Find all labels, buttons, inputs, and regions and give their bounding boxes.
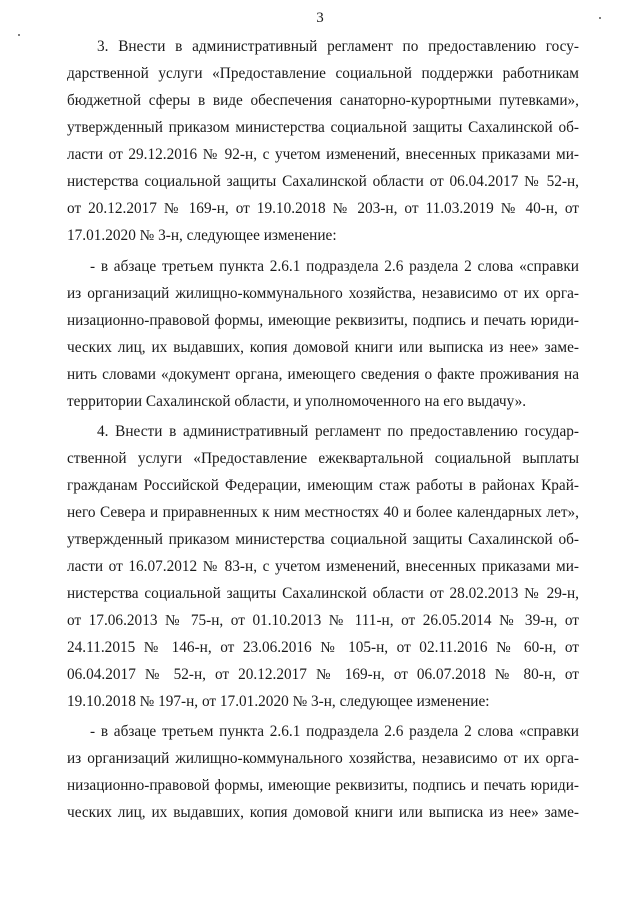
- text-line: 4. Внести в административный регламент по предоставлению государ-: [97, 423, 579, 440]
- text-line: - в абзаце третьем пункта 2.6.1 подраздела 2.6 раздела 2 слова «справки: [90, 723, 579, 740]
- text-line: 19.10.2018 № 197-н, от 17.01.2020 № 3-н, следующее изменение:: [67, 693, 490, 710]
- text-line: дарственной услуги «Предоставление социальной поддержки работникам: [67, 65, 579, 82]
- text-line: низационно-правовой формы, имеющие реквизиты, подпись и печать юриди-: [67, 777, 579, 794]
- text-line: - в абзаце третьем пункта 2.6.1 подраздела 2.6 раздела 2 слова «справки: [90, 258, 579, 275]
- text-line: ласти от 29.12.2016 № 92-н, с учетом изменений, внесенных приказами ми-: [67, 146, 579, 163]
- text-line: утвержденный приказом министерства социальной защиты Сахалинской об-: [67, 119, 579, 136]
- text-line: из организаций жилищно-коммунального хозяйства, независимо от их орга-: [67, 750, 579, 767]
- text-line: бюджетной сферы в виде обеспечения санаторно-курортными путевками»,: [67, 92, 579, 109]
- text-line: от 20.12.2017 № 169-н, от 19.10.2018 № 203-н, от 11.03.2019 № 40-н, от: [67, 200, 579, 217]
- text-line: 3. Внести в административный регламент по предоставлению госу-: [97, 38, 579, 55]
- text-line: ственной услуги «Предоставление ежеквартальной социальной выплаты: [67, 450, 579, 467]
- scan-speck: [599, 17, 601, 19]
- text-line: из организаций жилищно-коммунального хозяйства, независимо от их орга-: [67, 285, 579, 302]
- text-line: территории Сахалинской области, и уполномоченного на его выдачу».: [67, 393, 527, 410]
- text-line: низационно-правовой формы, имеющие реквизиты, подпись и печать юриди-: [67, 312, 579, 329]
- text-line: него Севера и приравненных к ним местностях 40 и более календарных лет»,: [67, 504, 579, 521]
- text-line: ческих лиц, их выдавших, копия домовой книги или выписка из нее» заме-: [67, 339, 579, 356]
- text-line: 24.11.2015 № 146-н, от 23.06.2016 № 105-н, от 02.11.2016 № 60-н, от: [67, 639, 579, 656]
- text-line: гражданам Российской Федерации, имеющим стаж работы в районах Край-: [67, 477, 579, 494]
- text-line: ческих лиц, их выдавших, копия домовой книги или выписка из нее» заме-: [67, 804, 579, 821]
- text-line: 17.01.2020 № 3-н, следующее изменение:: [67, 227, 337, 244]
- text-line: 06.04.2017 № 52-н, от 20.12.2017 № 169-н, от 06.07.2018 № 80-н, от: [67, 666, 579, 683]
- page-number: 3: [316, 10, 324, 26]
- text-line: нить словами «документ органа, имеющего сведения о факте проживания на: [67, 366, 579, 383]
- text-line: нистерства социальной защиты Сахалинской области от 28.02.2013 № 29-н,: [67, 585, 579, 602]
- text-line: ласти от 16.07.2012 № 83-н, с учетом изменений, внесенных приказами ми-: [67, 558, 579, 575]
- text-line: от 17.06.2013 № 75-н, от 01.10.2013 № 111-н, от 26.05.2014 № 39-н, от: [67, 612, 579, 629]
- text-line: утвержденный приказом министерства социальной защиты Сахалинской об-: [67, 531, 579, 548]
- text-line: нистерства социальной защиты Сахалинской области от 06.04.2017 № 52-н,: [67, 173, 579, 190]
- scan-speck: [18, 34, 20, 36]
